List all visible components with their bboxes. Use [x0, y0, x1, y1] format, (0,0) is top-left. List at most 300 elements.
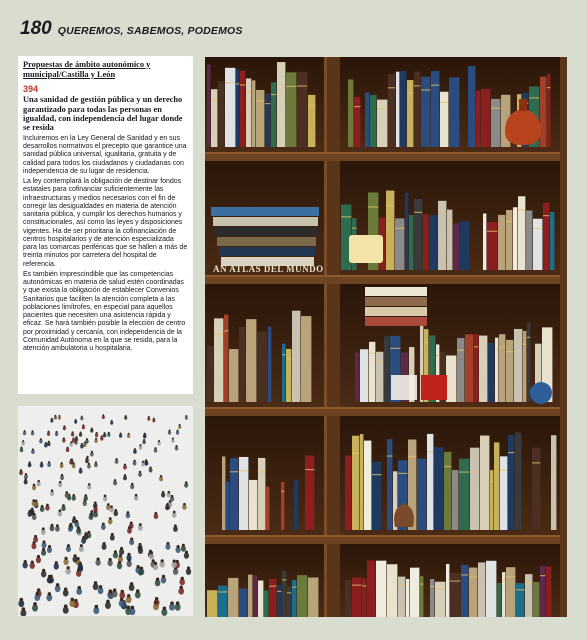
book-spine — [218, 81, 224, 147]
person-figure — [102, 414, 105, 419]
book-spine — [365, 92, 369, 147]
person-figure — [76, 586, 82, 595]
person-figure — [54, 561, 59, 569]
person-figure — [65, 566, 70, 575]
book-band — [532, 462, 540, 463]
person-figure — [113, 479, 117, 485]
book-spine — [474, 334, 478, 402]
book-band — [435, 588, 445, 589]
person-figure — [108, 517, 113, 524]
person-figure — [168, 429, 171, 434]
person-figure — [94, 461, 98, 467]
article-paragraph: Es también imprescindible que las competencias autonómicas en materia de salud estén coordinadas y que exista la obligación de establecer Convenios Sanitarios que faciliten la atención completa a las poblaciones limítrofes, en especial para aquellos pacientes que necesiten una asistencia rápida y eficaz. Se hará también posible la elección de centro por proximidad y cercanía, con independencia de la Comunidad Autónoma en la que se resida, para la atención ambulatoria u hospitalaria. — [23, 270, 186, 353]
person-head — [124, 474, 126, 476]
person-figure — [58, 509, 63, 516]
person-head — [148, 416, 150, 418]
person-figure — [124, 415, 127, 420]
person-head — [179, 424, 181, 426]
person-head — [171, 495, 174, 498]
person-figure — [79, 468, 83, 474]
book-spine — [286, 72, 296, 147]
book-spine — [400, 71, 406, 147]
book-spine — [497, 583, 501, 617]
book-band — [440, 102, 448, 103]
book-spine — [452, 470, 458, 530]
person-head — [109, 517, 112, 520]
person-head — [36, 592, 40, 596]
book-spine — [533, 582, 539, 617]
person-figure — [44, 442, 47, 447]
person-figure — [112, 588, 118, 597]
person-figure — [98, 585, 104, 594]
person-head — [127, 553, 130, 556]
person-head — [20, 469, 22, 471]
book-spine — [265, 93, 270, 147]
book-spine — [486, 561, 496, 617]
book-band — [529, 97, 539, 98]
person-figure — [37, 480, 41, 486]
article-box — [18, 56, 193, 394]
person-figure — [28, 461, 32, 467]
person-head — [143, 439, 145, 441]
book-spine — [406, 579, 409, 617]
book-spine — [348, 79, 353, 147]
book-band — [352, 453, 359, 454]
book-band — [430, 586, 434, 587]
person-head — [28, 461, 30, 463]
book-spine — [398, 577, 405, 617]
person-head — [130, 582, 133, 585]
person-head — [72, 462, 74, 464]
person-figure — [130, 483, 134, 489]
book-band — [214, 333, 223, 334]
stacked-book — [365, 317, 427, 326]
person-head — [127, 606, 131, 610]
book-spine — [246, 78, 251, 147]
person-figure — [126, 594, 132, 603]
book-spine — [240, 71, 245, 147]
book-spine — [423, 214, 428, 270]
book-band — [376, 361, 383, 362]
book-spine — [449, 77, 459, 147]
person-head — [37, 555, 40, 558]
person-head — [115, 458, 117, 460]
person-head — [111, 533, 114, 536]
book-band — [398, 473, 407, 474]
shelf-divider-edge — [324, 57, 327, 617]
book-band — [427, 451, 433, 452]
person-figure — [119, 598, 125, 607]
book-band — [407, 92, 413, 93]
book-spine — [256, 90, 264, 147]
person-head — [120, 433, 122, 435]
book-band — [474, 346, 478, 347]
person-head — [95, 438, 97, 440]
person-head — [34, 535, 37, 538]
book-spine — [469, 568, 477, 617]
person-figure — [175, 445, 179, 451]
person-head — [155, 512, 158, 515]
book-spine — [239, 327, 245, 402]
person-head — [120, 547, 123, 550]
book-band — [414, 85, 420, 86]
person-head — [160, 475, 162, 477]
book-spine — [508, 435, 514, 530]
person-head — [63, 425, 65, 427]
person-figure — [154, 512, 159, 519]
person-head — [31, 561, 34, 564]
book-spine — [515, 432, 521, 530]
book-spine — [305, 456, 314, 530]
book-spine — [417, 459, 426, 530]
person-head — [131, 483, 134, 486]
person-figure — [184, 551, 189, 559]
book-spine — [387, 564, 397, 617]
person-figure — [55, 583, 61, 592]
red-vase-neck — [519, 99, 527, 111]
book-spine — [444, 452, 451, 530]
person-head — [82, 424, 84, 426]
article-kicker: Propuestas de ámbito autonómico y municipal/Castilla y León — [23, 60, 151, 79]
person-head — [46, 504, 49, 507]
person-figure — [60, 474, 64, 480]
person-figure — [47, 545, 52, 553]
person-head — [102, 414, 104, 416]
book-band — [543, 215, 549, 216]
book-band — [388, 87, 395, 88]
stacked-book — [211, 207, 319, 216]
person-head — [91, 451, 93, 453]
person-figure — [61, 504, 65, 511]
person-head — [109, 558, 112, 561]
book-spine — [264, 590, 268, 617]
person-head — [71, 458, 73, 460]
person-head — [166, 542, 169, 545]
book-band — [236, 83, 239, 84]
person-head — [118, 561, 121, 564]
person-figure — [94, 438, 97, 443]
person-figure — [50, 489, 54, 496]
book-spine — [525, 574, 532, 617]
stacked-book — [217, 237, 316, 246]
person-head — [103, 542, 106, 545]
person-head — [94, 605, 98, 609]
person-head — [58, 509, 61, 512]
person-head — [162, 575, 165, 578]
article-headline: Una sanidad de gestión pública y un derecho garantizado para todas las personas en igualdad, con independencia del lugar donde se resida — [23, 95, 183, 133]
book-spine — [434, 447, 443, 530]
person-head — [114, 509, 117, 512]
book-spine — [258, 581, 263, 617]
shelf-board-edge — [205, 535, 567, 537]
book-spine — [225, 68, 235, 147]
book-band — [277, 591, 281, 592]
person-head — [136, 565, 139, 568]
person-figure — [76, 526, 81, 534]
stacked-book — [215, 227, 317, 236]
person-figure — [79, 431, 82, 436]
person-head — [177, 545, 180, 548]
person-head — [86, 438, 88, 440]
book-spine — [506, 340, 513, 402]
person-figure — [47, 441, 50, 446]
person-figure — [60, 462, 64, 468]
person-figure — [95, 558, 100, 566]
book-spine — [407, 80, 413, 147]
person-head — [69, 524, 72, 527]
person-figure — [152, 417, 155, 422]
book-spine — [551, 435, 556, 530]
person-figure — [175, 601, 181, 610]
person-figure — [147, 416, 150, 421]
person-head — [84, 494, 87, 497]
person-head — [96, 558, 99, 561]
book-spine — [523, 331, 526, 402]
book-spine — [372, 462, 381, 530]
book-spine — [258, 458, 265, 530]
person-head — [71, 598, 75, 602]
person-figure — [40, 505, 44, 512]
person-figure — [155, 578, 161, 587]
person-figure — [58, 415, 61, 420]
person-head — [87, 531, 90, 534]
person-head — [73, 554, 76, 557]
person-figure — [173, 524, 178, 532]
person-figure — [167, 491, 171, 498]
book-spine — [513, 207, 517, 270]
person-figure — [63, 557, 68, 565]
person-figure — [157, 440, 160, 445]
shelf-side — [560, 57, 567, 617]
book-band — [390, 348, 400, 349]
person-head — [185, 551, 188, 554]
person-head — [80, 431, 82, 433]
person-head — [128, 433, 130, 435]
book-spine — [468, 66, 475, 147]
person-head — [131, 606, 135, 610]
person-figure — [72, 437, 75, 442]
person-figure — [19, 469, 23, 475]
book-band — [506, 351, 513, 352]
person-head — [32, 499, 35, 502]
person-figure — [87, 463, 91, 469]
book-spine — [494, 442, 499, 530]
book-band — [447, 220, 452, 221]
person-head — [56, 583, 59, 586]
book-spine — [488, 343, 494, 402]
book-spine — [409, 215, 413, 270]
person-head — [60, 462, 62, 464]
person-figure — [113, 550, 118, 558]
person-head — [104, 432, 106, 434]
crowd-illustration — [18, 406, 193, 616]
book-band — [414, 212, 422, 213]
book-band — [487, 231, 497, 232]
person-head — [150, 551, 153, 554]
person-figure — [160, 559, 165, 567]
person-head — [179, 586, 182, 589]
person-head — [114, 479, 116, 481]
person-head — [139, 444, 141, 446]
person-head — [56, 431, 58, 433]
person-head — [31, 508, 34, 511]
person-head — [58, 415, 60, 417]
book-spine — [388, 74, 395, 147]
book-band — [258, 471, 265, 472]
person-figure — [142, 439, 145, 444]
book-spine — [481, 89, 490, 147]
book-spine — [352, 577, 361, 617]
person-figure — [123, 464, 127, 470]
person-head — [40, 462, 42, 464]
article-number: 394 — [23, 84, 39, 95]
shelf-board-edge — [205, 407, 567, 409]
book-spine — [230, 458, 238, 530]
book-spine — [269, 579, 276, 617]
book-spine — [257, 331, 267, 402]
person-figure — [138, 523, 143, 530]
book-band — [387, 455, 392, 456]
book-spine — [502, 572, 505, 617]
person-figure — [161, 606, 167, 616]
book-spine — [459, 459, 469, 530]
book-spine — [533, 219, 542, 270]
person-head — [111, 420, 113, 422]
person-figure — [54, 415, 57, 420]
book-spine — [480, 436, 489, 530]
person-figure — [30, 508, 34, 515]
person-head — [84, 532, 87, 535]
book-spine — [527, 322, 530, 402]
person-head — [62, 504, 65, 507]
person-head — [145, 459, 147, 461]
person-figure — [36, 555, 41, 563]
person-figure — [169, 601, 175, 610]
person-head — [65, 491, 68, 494]
person-head — [162, 491, 165, 494]
book-spine — [297, 575, 307, 617]
person-head — [108, 432, 110, 434]
person-head — [99, 585, 102, 588]
person-figure — [69, 598, 75, 607]
person-head — [101, 435, 103, 437]
book-spine — [352, 436, 359, 530]
person-head — [95, 461, 97, 463]
book-band — [547, 87, 550, 88]
person-head — [187, 566, 190, 569]
person-head — [114, 550, 117, 553]
person-figure — [66, 447, 70, 453]
book-band — [281, 491, 284, 492]
book-spine — [431, 71, 439, 147]
person-figure — [129, 537, 134, 545]
person-figure — [39, 438, 42, 443]
person-figure — [93, 581, 99, 590]
person-figure — [139, 444, 142, 450]
book-spine — [252, 80, 255, 147]
book-band — [286, 358, 291, 359]
bookshelf-illustration — [205, 57, 567, 617]
person-head — [183, 503, 186, 506]
stacked-book — [365, 297, 427, 306]
person-figure — [47, 431, 50, 436]
person-head — [45, 442, 47, 444]
person-head — [120, 598, 124, 602]
person-head — [54, 415, 56, 417]
person-head — [64, 604, 68, 608]
person-figure — [24, 478, 28, 484]
person-head — [79, 562, 82, 565]
book-spine — [277, 585, 281, 617]
person-head — [56, 524, 59, 527]
person-figure — [129, 606, 135, 616]
person-head — [48, 545, 51, 548]
person-head — [70, 441, 72, 443]
book-band — [491, 108, 500, 109]
book-spine — [479, 336, 487, 402]
book-band — [368, 206, 378, 207]
book-band — [459, 471, 469, 472]
book-spine — [386, 191, 394, 270]
person-figure — [179, 577, 185, 586]
person-figure — [176, 430, 179, 435]
person-head — [106, 600, 110, 604]
book-spine — [470, 448, 479, 530]
person-head — [66, 447, 68, 449]
book-band — [495, 349, 498, 350]
person-head — [94, 581, 97, 584]
book-spine — [236, 69, 239, 147]
book-spine — [249, 480, 257, 530]
person-figure — [119, 590, 125, 599]
person-figure — [46, 592, 52, 601]
person-figure — [72, 516, 77, 523]
person-head — [173, 511, 176, 514]
book-spine — [384, 336, 389, 402]
book-spine — [414, 199, 422, 270]
book-spine — [308, 95, 315, 147]
book-band — [408, 456, 416, 457]
person-head — [139, 523, 142, 526]
person-head — [161, 559, 164, 562]
book-spine — [211, 89, 217, 147]
article-paragraph: La ley contemplará la obligación de destinar fondos estatales para cofinanciar suficientemente las infraestructuras y medios necesarios con el fin de corregir las desigualdades en materia de atención sanitaria pública, y cumplir los derechos humanos y constitucionales, así como las leyes y disposiciones vigentes. Ha de ser prioritaria la cofinanciación de centros hospitalarios y de atención especializada para las comarcas periféricas que se hallen a más de treinta minutos por carretera del hospital de referencia. — [23, 178, 188, 268]
shelf-board-edge — [205, 152, 567, 154]
book-band — [354, 106, 360, 107]
book-spine — [239, 588, 247, 617]
book-spine — [453, 223, 459, 270]
person-figure — [133, 460, 137, 466]
book-spine — [465, 334, 473, 402]
person-head — [64, 557, 67, 560]
person-figure — [65, 491, 69, 498]
person-figure — [101, 523, 106, 530]
book-spine — [487, 222, 497, 270]
book-spine — [277, 62, 285, 147]
stacked-book — [365, 307, 427, 316]
person-figure — [127, 433, 130, 438]
person-head — [79, 468, 81, 470]
person-head — [127, 511, 130, 514]
person-head — [94, 505, 97, 508]
book-spine — [281, 482, 284, 530]
person-head — [167, 491, 170, 494]
person-head — [152, 559, 155, 562]
book-spine — [435, 582, 445, 617]
article-paragraph: Incluiremos en la Ley General de Sanidad y en sus desarrollos normativos el precepto que garantice una sanidad pública universal, igualitaria, gratuita y de calidad para todos los ciudadanos y ciudadanas con independencia de su lugar de residencia. — [23, 134, 187, 175]
person-figure — [41, 569, 46, 578]
book-spine — [499, 334, 505, 402]
